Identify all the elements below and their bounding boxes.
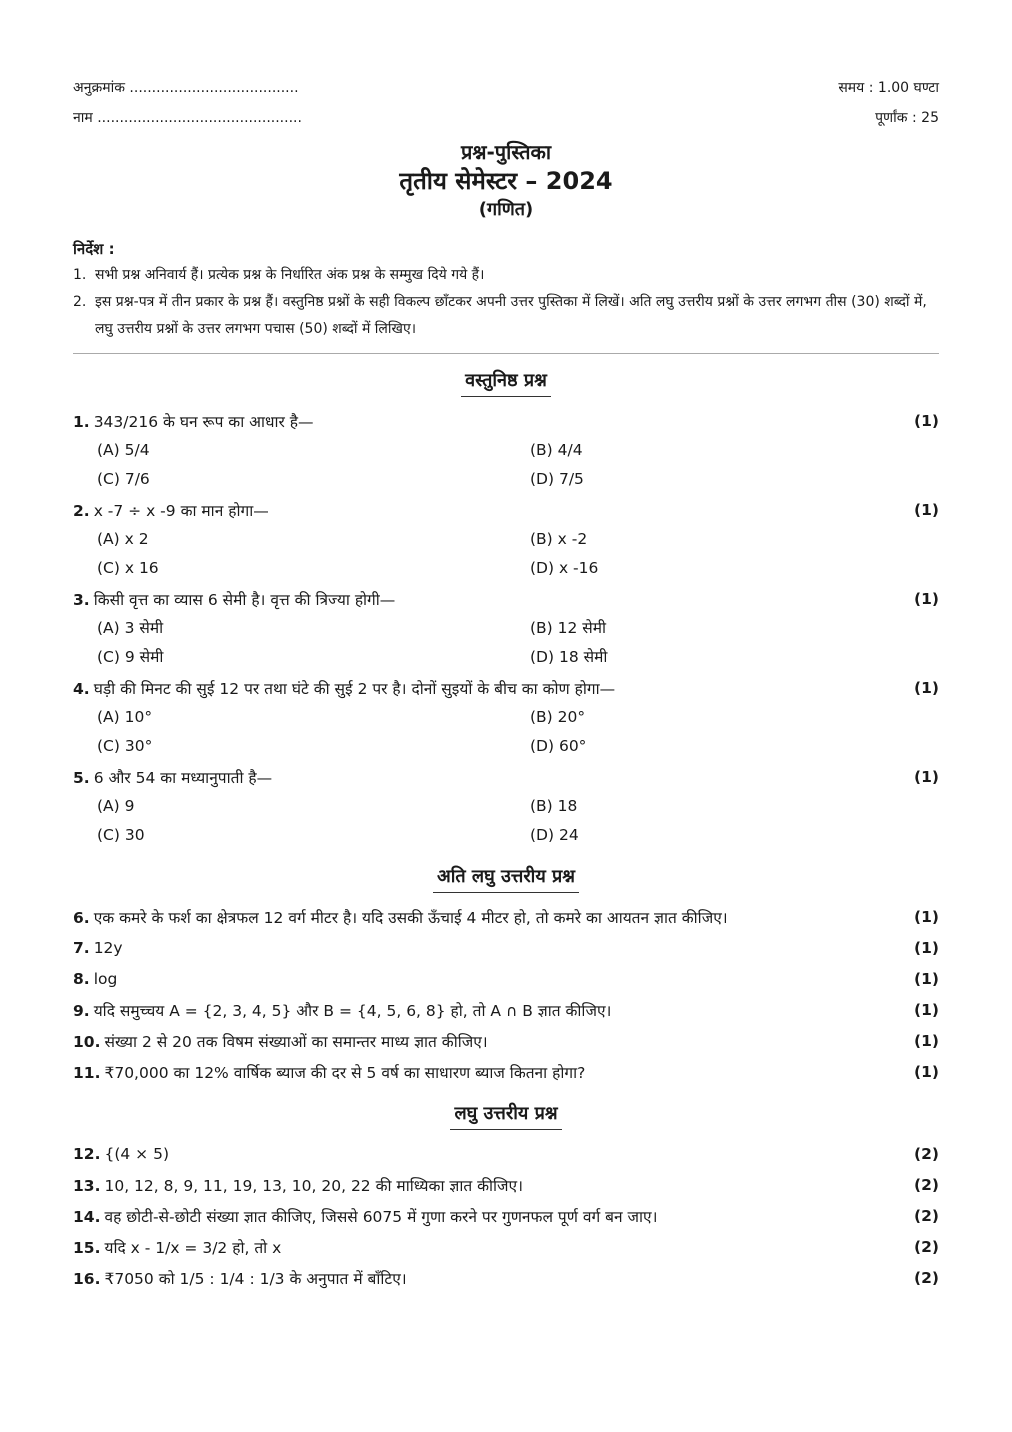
question-text-wrap [73, 410, 314, 432]
option-item: (B) 12 सेमी [530, 619, 607, 637]
option-item: (D) 18 सेमी [530, 648, 608, 666]
question-row [73, 672, 939, 703]
option-item: (A) 9 [97, 797, 135, 815]
options-grid [73, 792, 939, 850]
option-item: (B) 4/4 [530, 441, 583, 459]
question-row [73, 1231, 939, 1262]
question-text-wrap [73, 1030, 488, 1052]
question-row [73, 1025, 939, 1056]
options-grid [73, 614, 939, 672]
question-row [73, 494, 939, 525]
question-text: वह छोटी-से-छोटी संख्या ज्ञात कीजिए, जिससे 6075 में गुणा करने पर गुणनफल पूर्ण वर्ग बन जाए। [104, 1207, 658, 1226]
question-marks: (1) [914, 1062, 939, 1081]
question-row [73, 1056, 939, 1087]
options-grid [73, 525, 939, 583]
question-text-wrap [73, 1145, 169, 1163]
question-marks: (2) [914, 1268, 939, 1287]
question-marks: (2) [914, 1144, 939, 1163]
instruction-text: इस प्रश्न-पत्र में तीन प्रकार के प्रश्न हैं। वस्तुनिष्ठ प्रश्नों के सही विकल्प छाँटकर अपनी उत्तर पुस्तिका में लिखें। अति लघु उत्तरीय प्रश्नों के उत्तर लगभग तीस (30) शब्दों में, लघु उत्तरीय प्रश्नों के उत्तर लगभग पचास (50) शब्दों में लिखिए। [95, 294, 927, 337]
section-heading-text: अति लघु उत्तरीय प्रश्न [433, 864, 579, 893]
question-row [73, 1200, 939, 1231]
question-marks: (2) [914, 1206, 939, 1225]
option-item: (B) x -2 [530, 530, 588, 548]
question-number: 9. [73, 1001, 90, 1020]
question-number: 10. [73, 1032, 101, 1051]
option-item: (A) 5/4 [97, 441, 150, 459]
question-number: 2. [73, 501, 90, 520]
question-text: यदि x - 1/x = 3/2 हो, तो x [104, 1238, 282, 1257]
question-text-wrap [73, 1205, 657, 1227]
question-text: log [93, 969, 118, 988]
question-text-wrap [73, 1267, 407, 1289]
instruction-number: 2. [73, 294, 87, 310]
question-number: 8. [73, 969, 90, 988]
question-row [73, 405, 939, 436]
question-text-wrap [73, 1236, 281, 1258]
option-item: (A) x 2 [97, 530, 149, 548]
divider [73, 353, 939, 354]
subject-title: (गणित) [478, 199, 534, 220]
question-row [73, 932, 939, 963]
question-number: 4. [73, 679, 90, 698]
instructions-list [73, 262, 939, 343]
instruction-item [73, 289, 939, 343]
question-row [73, 994, 939, 1025]
roll-number-label: अनुक्रमांक ...................................... [73, 79, 299, 96]
option-item: (A) 3 सेमी [97, 619, 164, 637]
sections [73, 368, 939, 1293]
question-paper [73, 72, 939, 1293]
option-item: (C) 30° [97, 737, 153, 755]
option-item: (D) 7/5 [530, 470, 584, 488]
option-item: (D) 24 [530, 826, 579, 844]
question-text: 10, 12, 8, 9, 11, 19, 13, 10, 20, 22 की माध्यिका ज्ञात कीजिए। [104, 1176, 523, 1195]
question-number: 3. [73, 590, 90, 609]
question-marks: (2) [914, 1237, 939, 1256]
question-text: ₹7050 को 1/5 : 1/4 : 1/3 के अनुपात में बाँटिए। [104, 1269, 407, 1288]
question-number: 11. [73, 1063, 101, 1082]
question-text: 12y [93, 938, 123, 957]
semester-title: तृतीय सेमेस्टर – 2024 [399, 167, 613, 195]
question-number: 14. [73, 1207, 101, 1226]
name-label: नाम .............................................. [73, 109, 302, 126]
options-grid [73, 703, 939, 761]
question-row [73, 1138, 939, 1169]
title-block [73, 138, 939, 224]
question-row [73, 1262, 939, 1293]
question-number: 5. [73, 768, 90, 787]
booklet-title: प्रश्न-पुस्तिका [460, 140, 552, 164]
question-row [73, 583, 939, 614]
question-marks: (1) [914, 678, 939, 697]
question-text-wrap [73, 766, 272, 788]
section-heading-text: लघु उत्तरीय प्रश्न [450, 1101, 561, 1130]
question-text: यदि समुच्चय A = {2, 3, 4, 5} और B = {4, 5, 6, 8} हो, तो A ∩ B ज्ञात कीजिए। [93, 1001, 612, 1020]
question-text-wrap [73, 1174, 523, 1196]
option-item: (D) x -16 [530, 559, 599, 577]
time-label: समय : 1.00 घण्टा [838, 79, 939, 96]
question-text-wrap [73, 939, 123, 957]
option-item: (B) 20° [530, 708, 586, 726]
option-item: (A) 10° [97, 708, 153, 726]
question-row [73, 761, 939, 792]
question-text: एक कमरे के फर्श का क्षेत्रफल 12 वर्ग मीटर है। यदि उसकी ऊँचाई 4 मीटर हो, तो कमरे का आयतन ज्ञात कीजिए। [93, 908, 728, 927]
question-text: घड़ी की मिनट की सुई 12 पर तथा घंटे की सुई 2 पर है। दोनों सुइयों के बीच का कोण होगा— [93, 679, 616, 698]
question-marks: (1) [914, 767, 939, 786]
question-number: 6. [73, 908, 90, 927]
question-text-wrap [73, 677, 615, 699]
options-grid [73, 436, 939, 494]
option-item: (D) 60° [530, 737, 587, 755]
section-heading [73, 368, 939, 397]
question-marks: (1) [914, 589, 939, 608]
question-marks: (2) [914, 1175, 939, 1194]
instructions-heading: निर्देश : [73, 240, 115, 258]
question-row [73, 1169, 939, 1200]
question-marks: (1) [914, 411, 939, 430]
question-text: 6 और 54 का मध्यानुपाती है— [93, 768, 273, 787]
question-text-wrap [73, 1061, 585, 1083]
question-number: 16. [73, 1269, 101, 1288]
option-item: (B) 18 [530, 797, 578, 815]
question-number: 7. [73, 938, 90, 957]
question-marks: (1) [914, 938, 939, 957]
question-text: {(4 × 5) [104, 1144, 169, 1163]
question-text: 343/216 के घन रूप का आधार है— [93, 412, 314, 431]
instruction-item [73, 262, 939, 289]
question-marks: (1) [914, 500, 939, 519]
question-number: 1. [73, 412, 90, 431]
question-row [73, 963, 939, 994]
question-row [73, 901, 939, 932]
section-heading [73, 864, 939, 893]
question-text: संख्या 2 से 20 तक विषम संख्याओं का समान्तर माध्य ज्ञात कीजिए। [104, 1032, 488, 1051]
option-item: (C) x 16 [97, 559, 159, 577]
question-marks: (1) [914, 1031, 939, 1050]
question-text-wrap [73, 999, 611, 1021]
question-marks: (1) [914, 907, 939, 926]
question-text: ₹70,000 का 12% वार्षिक ब्याज की दर से 5 वर्ष का साधारण ब्याज कितना होगा? [104, 1063, 586, 1082]
question-text: x -7 ÷ x -9 का मान होगा— [93, 501, 269, 520]
question-marks: (1) [914, 1000, 939, 1019]
section-heading [73, 1101, 939, 1130]
max-marks-label: पूर्णांक : 25 [875, 109, 939, 126]
question-text-wrap [73, 906, 728, 928]
question-text-wrap [73, 588, 395, 610]
question-number: 12. [73, 1144, 101, 1163]
section-heading-text: वस्तुनिष्ठ प्रश्न [461, 368, 551, 397]
option-item: (C) 7/6 [97, 470, 150, 488]
question-marks: (1) [914, 969, 939, 988]
instruction-number: 1. [73, 267, 87, 283]
option-item: (C) 9 सेमी [97, 648, 164, 666]
header-row-1 [73, 72, 939, 102]
header-row-2 [73, 102, 939, 132]
question-text-wrap [73, 970, 117, 988]
question-number: 13. [73, 1176, 101, 1195]
question-text: किसी वृत्त का व्यास 6 सेमी है। वृत्त की त्रिज्या होगी— [93, 590, 396, 609]
instruction-text: सभी प्रश्न अनिवार्य हैं। प्रत्येक प्रश्न के निर्धारित अंक प्रश्न के सम्मुख दिये गये हैं। [95, 267, 485, 283]
option-item: (C) 30 [97, 826, 145, 844]
question-text-wrap [73, 499, 269, 521]
question-number: 15. [73, 1238, 101, 1257]
